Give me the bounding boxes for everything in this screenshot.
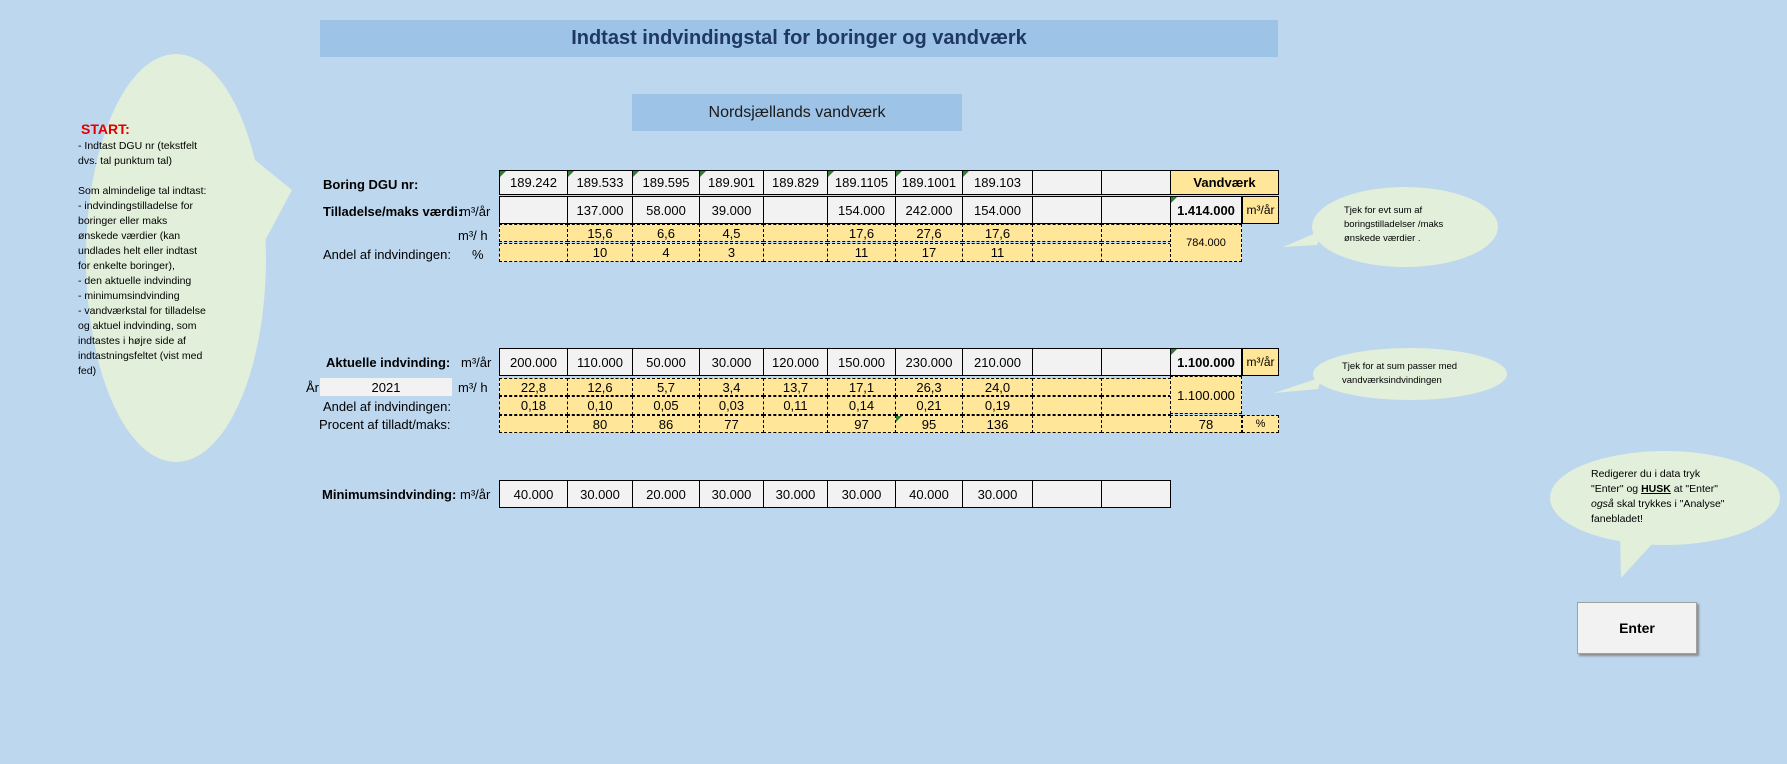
comment-marker-icon xyxy=(828,171,834,177)
minimums-cell[interactable] xyxy=(763,480,828,508)
tilladelse-andel-cell xyxy=(1101,243,1171,262)
start-heading: START: xyxy=(81,121,130,137)
tilladelse-cell[interactable] xyxy=(632,196,700,224)
procent-cell xyxy=(567,415,633,433)
aktuelle-m3h-sum: 1.100.000 xyxy=(1170,376,1242,414)
label-aktuelle: Aktuelle indvinding: xyxy=(326,354,451,370)
redig-note xyxy=(1591,467,1761,527)
aktuelle-cell-value: 230.000 xyxy=(905,354,953,370)
comment-marker-icon xyxy=(633,171,639,177)
tilladelse-m3h-cell-value: 27,6 xyxy=(916,225,942,241)
tilladelse-andel-cell-value: 11 xyxy=(990,245,1005,260)
aktuelle-andel-cell xyxy=(895,396,963,415)
minimums-cell[interactable] xyxy=(962,480,1033,508)
boring-dgu-cell-value: 189.901 xyxy=(708,175,755,190)
minimums-cell-value: 30.000 xyxy=(775,486,816,502)
tilladelse-m3h-cell xyxy=(499,224,568,242)
tilladelse-m3h-sum: 784.000 xyxy=(1170,224,1242,262)
aktuelle-m3h-cell-value: 12,6 xyxy=(587,379,613,395)
boring-dgu-cell[interactable] xyxy=(699,170,764,195)
minimums-cell[interactable] xyxy=(699,480,764,508)
tilladelse-m3h-cell xyxy=(895,224,963,242)
aktuelle-cell[interactable] xyxy=(895,348,963,376)
boring-dgu-cell[interactable] xyxy=(895,170,963,195)
aktuelle-andel-cell-value: 0,05 xyxy=(653,398,679,413)
tilladelse-m3h-cell-value: 15,6 xyxy=(587,225,613,241)
minimums-cell-value: 30.000 xyxy=(580,486,620,502)
tilladelse-m3h-cell xyxy=(699,224,764,242)
tilladelse-cell[interactable] xyxy=(699,196,764,224)
boring-dgu-cell[interactable] xyxy=(1032,170,1102,195)
start-line: - den aktuelle indvinding xyxy=(78,275,192,287)
minimums-cell[interactable] xyxy=(499,480,568,508)
tilladelse-andel-cell xyxy=(499,243,568,262)
unit-minimums: m³/år xyxy=(460,486,491,502)
aktuelle-andel-cell-value: 0,14 xyxy=(848,398,875,413)
minimums-cell-value: 30.000 xyxy=(711,486,752,502)
label-tilladelse: Tilladelse/maks værdi: xyxy=(323,203,463,219)
aktuelle-m3h-cell xyxy=(1101,378,1171,396)
procent-cell xyxy=(827,415,896,433)
start-line: - indvindingstilladelse for xyxy=(78,200,193,212)
boring-dgu-cell[interactable] xyxy=(567,170,633,195)
aktuelle-sum-unit: m³/år xyxy=(1242,348,1279,376)
tilladelse-m3h-cell-value: 4,5 xyxy=(722,225,741,241)
comment-marker-icon xyxy=(500,171,506,177)
tilladelse-andel-cell xyxy=(1032,243,1102,262)
boring-dgu-cell[interactable] xyxy=(763,170,828,195)
start-line: indtastes i højre side af xyxy=(78,335,186,347)
enter-button[interactable]: Enter xyxy=(1577,602,1697,654)
tilladelse-andel-cell xyxy=(699,243,764,262)
label-andel: Andel af indvindingen: xyxy=(323,246,451,262)
procent-cell xyxy=(895,415,963,433)
aktuelle-andel-cell xyxy=(962,396,1033,415)
tilladelse-cell-value: 39.000 xyxy=(711,202,752,218)
aktuelle-andel-cell xyxy=(632,396,700,415)
unit-andel: % xyxy=(472,246,484,262)
start-line: - vandværkstal for tilladelse xyxy=(78,305,206,317)
tilladelse-andel-cell xyxy=(827,243,896,262)
aktuelle-andel-cell-value: 0,19 xyxy=(984,398,1011,413)
aktuelle-andel-cell xyxy=(1101,396,1171,415)
start-line: indtastningsfeltet (vist med xyxy=(78,350,203,362)
procent-cell-value: 97 xyxy=(854,416,869,432)
aktuelle-cell[interactable] xyxy=(567,348,633,376)
aktuelle-cell[interactable] xyxy=(962,348,1033,376)
aktuelle-cell[interactable] xyxy=(1032,348,1102,376)
redig-line4: fanebladet! xyxy=(1591,513,1643,525)
tilladelse-cell[interactable] xyxy=(567,196,633,224)
start-line: fed) xyxy=(78,365,97,377)
minimums-cell[interactable] xyxy=(567,480,633,508)
unit-tilladelse: m³/år xyxy=(460,203,491,219)
tilladelse-andel-cell xyxy=(895,243,963,262)
boring-dgu-cell-value: 189.103 xyxy=(974,175,1021,190)
tilladelse-andel-cell-value: 10 xyxy=(592,245,608,260)
aktuelle-m3h-cell xyxy=(632,378,700,396)
aktuelle-cell[interactable] xyxy=(499,348,568,376)
aktuelle-m3h-cell-value: 5,7 xyxy=(656,379,676,395)
aktuelle-m3h-cell-value: 26,3 xyxy=(916,379,942,395)
label-boring-dgu: Boring DGU nr: xyxy=(323,176,419,192)
aktuelle-andel-cell-value: 0,21 xyxy=(916,398,942,413)
tilladelse-m3h-cell xyxy=(1101,224,1171,242)
unit-aktuelle: m³/år xyxy=(461,354,492,370)
tilladelse-cell-value: 242.000 xyxy=(905,202,953,218)
procent-cell-value: 80 xyxy=(592,416,608,432)
aktuelle-cell-value: 50.000 xyxy=(646,354,686,370)
start-lines xyxy=(78,139,238,379)
comment-marker-icon xyxy=(700,171,706,177)
aktuelle-m3h-cell xyxy=(567,378,633,396)
start-line: boringer eller maks xyxy=(78,215,168,227)
start-line: ønskede værdier (kan xyxy=(78,230,181,242)
minimums-cell[interactable] xyxy=(1101,480,1171,508)
procent-cell xyxy=(632,415,700,433)
tilladelse-sum[interactable]: 1.414.000 xyxy=(1170,196,1242,224)
procent-cell xyxy=(1032,415,1102,433)
procent-sum: 78 xyxy=(1170,415,1242,433)
tilladelse-andel-cell xyxy=(763,243,828,262)
minimums-cell[interactable] xyxy=(632,480,700,508)
tilladelse-m3h-cell xyxy=(1032,224,1102,242)
start-line: - Indtast DGU nr (tekstfelt xyxy=(78,140,198,152)
aktuelle-cell-value: 150.000 xyxy=(838,354,885,370)
start-line: for enkelte boringer), xyxy=(78,260,175,272)
boring-dgu-cell[interactable] xyxy=(827,170,896,195)
tilladelse-cell[interactable] xyxy=(499,196,568,224)
tilladelse-m3h-cell xyxy=(632,224,700,242)
tilladelse-andel-cell-value: 4 xyxy=(662,245,670,260)
boring-dgu-cell[interactable] xyxy=(632,170,700,195)
unit-aktuelle-m3h: m³/ h xyxy=(458,379,488,395)
tilladelse-cell[interactable] xyxy=(962,196,1033,224)
aktuelle-m3h-cell xyxy=(699,378,764,396)
tilladelse-cell-value: 154.000 xyxy=(974,202,1021,218)
procent-cell-value: 136 xyxy=(986,416,1009,432)
tilladelse-andel-cell-value: 3 xyxy=(727,245,736,260)
tjek-sum-aktuel-note: Tjek for at sum passer med vandværksindvindingen xyxy=(1342,361,1458,386)
minimums-cell[interactable] xyxy=(827,480,896,508)
boring-dgu-cell[interactable] xyxy=(962,170,1033,195)
procent-cell xyxy=(1101,415,1171,433)
tilladelse-m3h-cell-value: 17,6 xyxy=(848,225,875,241)
aktuelle-andel-cell-value: 0,18 xyxy=(520,398,547,413)
label-procent: Procent af tilladt/maks: xyxy=(319,416,451,432)
procent-cell xyxy=(763,415,828,433)
tilladelse-andel-cell xyxy=(962,243,1033,262)
aktuelle-m3h-cell-value: 22,8 xyxy=(520,379,547,395)
aktuelle-m3h-cell xyxy=(827,378,896,396)
minimums-cell-value: 40.000 xyxy=(513,486,554,502)
aktuelle-andel-cell-value: 0,11 xyxy=(783,398,808,413)
boring-dgu-cell[interactable] xyxy=(1101,170,1171,195)
aktuelle-cell-value: 120.000 xyxy=(772,354,819,370)
aktuelle-cell-value: 210.000 xyxy=(974,354,1021,370)
aktuelle-m3h-cell xyxy=(962,378,1033,396)
procent-cell xyxy=(499,415,568,433)
tilladelse-cell[interactable] xyxy=(1032,196,1102,224)
year-field[interactable]: 2021 xyxy=(320,378,452,396)
aktuelle-andel-cell xyxy=(499,396,568,415)
boring-dgu-cell-value: 189.829 xyxy=(772,175,819,190)
procent-sum-unit: % xyxy=(1242,415,1279,433)
redig-line3: også skal trykkes i "Analyse" xyxy=(1591,498,1725,510)
aktuelle-m3h-cell xyxy=(895,378,963,396)
procent-cell-value: 95 xyxy=(921,416,937,432)
comment-marker-icon xyxy=(896,416,902,422)
aktuelle-cell[interactable] xyxy=(699,348,764,376)
procent-cell-value: 77 xyxy=(724,416,739,432)
waterworks-name: Nordsjællands vandværk xyxy=(632,94,962,131)
boring-dgu-cell-value: 189.242 xyxy=(510,175,557,190)
aktuelle-cell[interactable] xyxy=(632,348,700,376)
label-aar: År xyxy=(306,379,319,395)
vandvaerk-header: Vandværk xyxy=(1170,170,1279,195)
tilladelse-m3h-cell xyxy=(567,224,633,242)
redig-line1: Redigerer du i data tryk xyxy=(1591,468,1701,480)
aktuelle-andel-cell xyxy=(1032,396,1102,415)
tilladelse-cell-value: 58.000 xyxy=(646,202,686,218)
tilladelse-sum-unit: m³/år xyxy=(1242,196,1279,224)
tilladelse-andel-cell xyxy=(632,243,700,262)
aktuelle-m3h-cell-value: 24,0 xyxy=(984,379,1011,395)
redig-line2: "Enter" og HUSK at "Enter" xyxy=(1591,483,1718,495)
aktuelle-andel-cell-value: 0,03 xyxy=(718,398,745,413)
unit-tilladelse-m3h: m³/ h xyxy=(458,227,488,243)
aktuelle-andel-cell xyxy=(763,396,828,415)
boring-dgu-cell-value: 189.1105 xyxy=(834,175,889,190)
start-line: - minimumsindvinding xyxy=(78,290,180,302)
tilladelse-andel-cell-value: 17 xyxy=(921,245,937,260)
tilladelse-m3h-cell-value: 6,6 xyxy=(656,225,676,241)
tilladelse-m3h-cell xyxy=(827,224,896,242)
aktuelle-cell-value: 30.000 xyxy=(711,354,752,370)
aktuelle-andel-cell xyxy=(567,396,633,415)
aktuelle-m3h-cell-value: 3,4 xyxy=(722,379,741,395)
label-minimums: Minimumsindvinding: xyxy=(322,486,457,502)
procent-cell-value: 86 xyxy=(658,416,674,432)
comment-marker-icon xyxy=(568,171,574,177)
minimums-cell-value: 30.000 xyxy=(841,486,882,502)
procent-cell xyxy=(699,415,764,433)
aktuelle-m3h-cell-value: 17,1 xyxy=(848,379,875,395)
start-instructions xyxy=(78,122,238,379)
aktuelle-m3h-cell xyxy=(1032,378,1102,396)
tilladelse-cell-value: 154.000 xyxy=(838,202,885,218)
aktuelle-andel-cell-value: 0,10 xyxy=(587,398,613,413)
minimums-cell[interactable] xyxy=(1032,480,1102,508)
tilladelse-andel-cell-value: 11 xyxy=(854,245,869,260)
aktuelle-m3h-cell xyxy=(499,378,568,396)
start-line: undlades helt eller indtast xyxy=(78,245,198,257)
start-line: og aktuel indvinding, som xyxy=(78,320,197,332)
minimums-cell-value: 20.000 xyxy=(646,486,686,502)
boring-dgu-cell-value: 189.1001 xyxy=(901,175,957,190)
start-line: Som almindelige tal indtast: xyxy=(78,185,207,197)
procent-cell xyxy=(962,415,1033,433)
minimums-cell-value: 40.000 xyxy=(909,486,949,502)
aktuelle-m3h-cell xyxy=(763,378,828,396)
tilladelse-cell[interactable] xyxy=(1101,196,1171,224)
minimums-cell-value: 30.000 xyxy=(977,486,1018,502)
boring-dgu-cell-value: 189.595 xyxy=(642,175,690,190)
tilladelse-cell[interactable] xyxy=(827,196,896,224)
tilladelse-cell-value: 137.000 xyxy=(576,202,624,218)
aktuelle-cell[interactable] xyxy=(1101,348,1171,376)
start-line xyxy=(78,169,238,184)
tilladelse-m3h-cell xyxy=(763,224,828,242)
tilladelse-andel-cell xyxy=(567,243,633,262)
start-line: dvs. tal punktum tal) xyxy=(78,155,172,167)
tilladelse-cell[interactable] xyxy=(895,196,963,224)
aktuelle-cell[interactable] xyxy=(827,348,896,376)
boring-dgu-cell[interactable] xyxy=(499,170,568,195)
aktuelle-cell[interactable] xyxy=(763,348,828,376)
husk-emphasis: HUSK xyxy=(1641,483,1671,495)
tilladelse-m3h-cell xyxy=(962,224,1033,242)
tilladelse-cell[interactable] xyxy=(763,196,828,224)
label-andel-aktuel: Andel af indvindingen: xyxy=(323,398,451,414)
aktuelle-sum[interactable]: 1.100.000 xyxy=(1170,348,1242,376)
aktuelle-andel-cell xyxy=(699,396,764,415)
page-title: Indtast indvindingstal for boringer og vandværk xyxy=(320,20,1278,57)
minimums-cell[interactable] xyxy=(895,480,963,508)
tilladelse-m3h-cell-value: 17,6 xyxy=(984,225,1011,241)
tjek-sum-tilladelse-note: Tjek for evt sum af boringstilladelser /maks ønskede værdier . xyxy=(1344,205,1444,244)
aktuelle-m3h-cell-value: 13,7 xyxy=(782,379,809,395)
aktuelle-cell-value: 110.000 xyxy=(576,354,624,370)
comment-marker-icon xyxy=(963,171,969,177)
aktuelle-cell-value: 200.000 xyxy=(510,354,557,370)
boring-dgu-cell-value: 189.533 xyxy=(576,175,624,190)
aktuelle-andel-cell xyxy=(827,396,896,415)
comment-marker-icon xyxy=(896,171,902,177)
